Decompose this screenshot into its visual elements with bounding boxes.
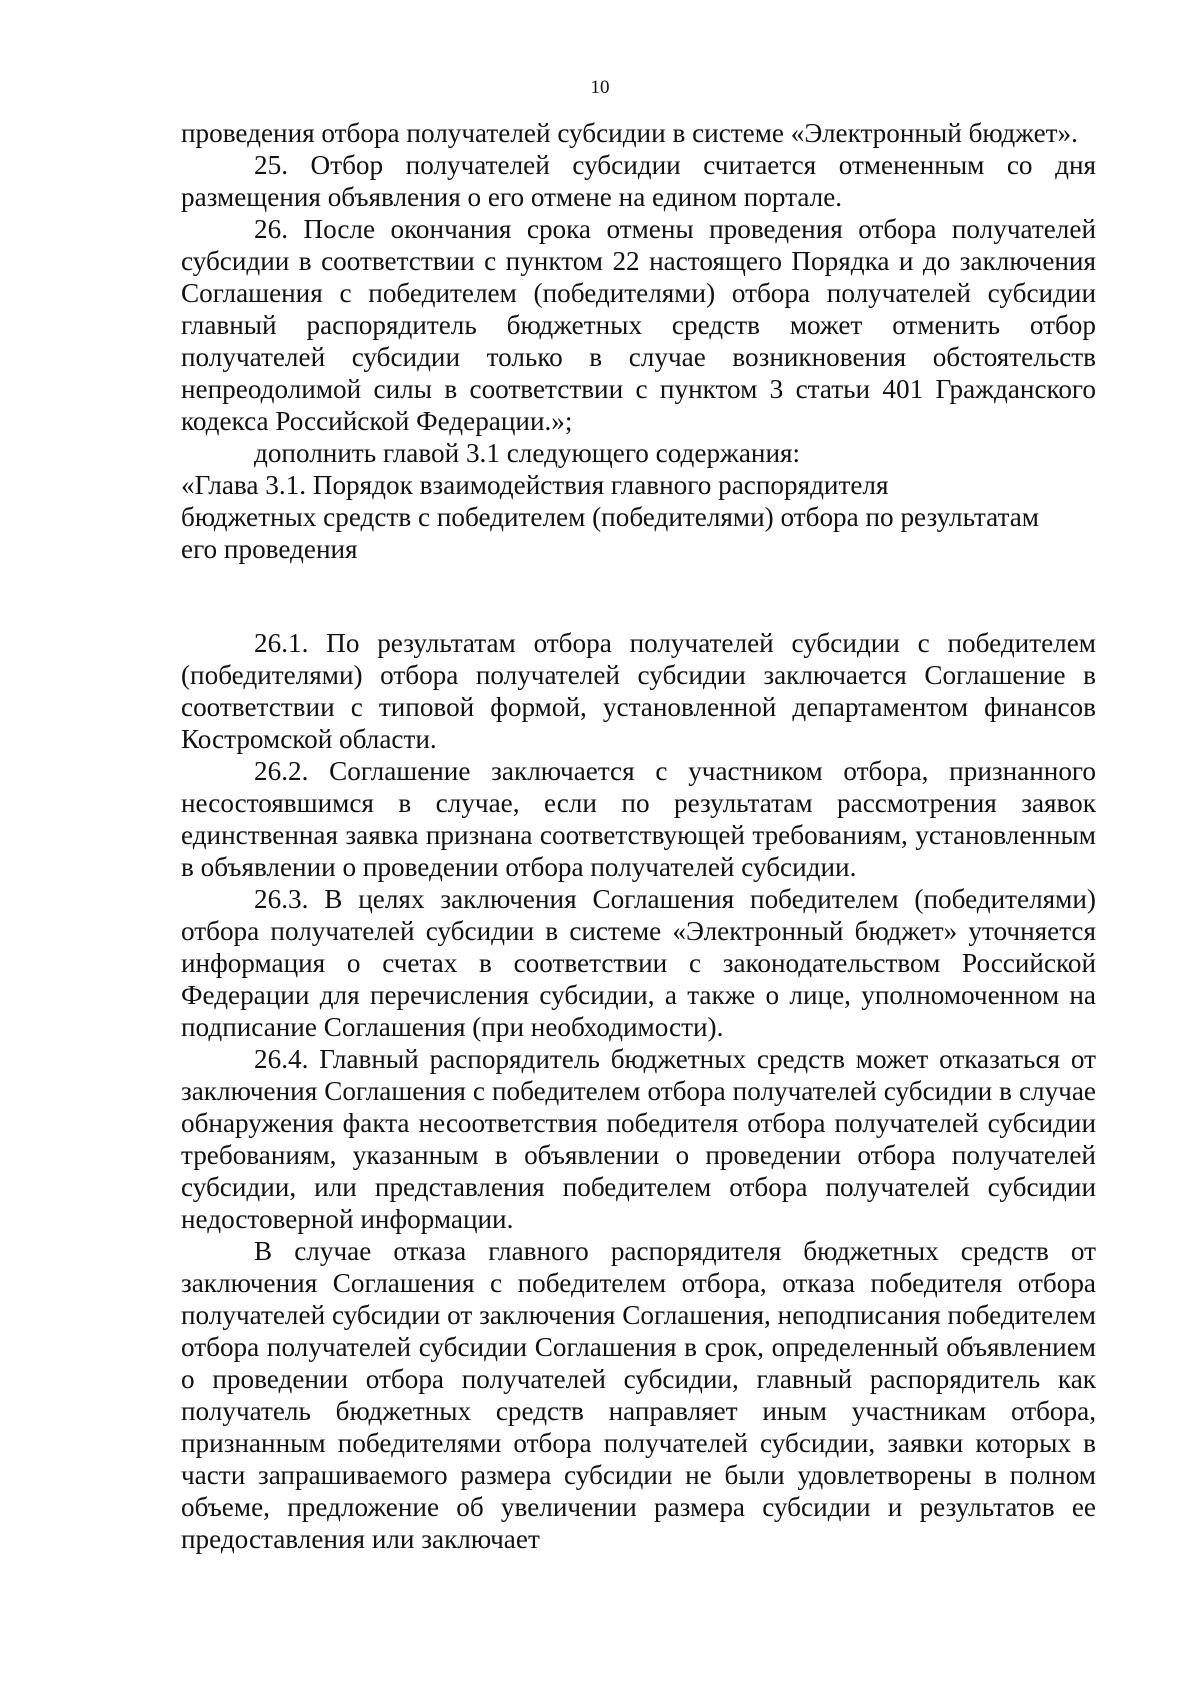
paragraph-supplement: дополнить главой 3.1 следующего содержания: (254, 438, 801, 468)
paragraph-26-2: 26.2. Соглашение заключается с участником отбора, признанного несостоявшимся в случае, если по результатам рассмотрения заявок единственная заявка признана соответствующей требованиям, установленным в объявлении о проведении отбора получателей субсидии. (181, 756, 1096, 882)
document-body (181, 117, 1096, 1555)
paragraph-continuation: проведения отбора получателей субсидии в системе «Электронный бюджет». (181, 118, 1078, 148)
chapter-heading-line-1: «Глава 3.1. Порядок взаимодействия главного распорядителя (181, 470, 889, 500)
paragraph-26-1: 26.1. По результатам отбора получателей субсидии с победителем (победителями) отбора получателей субсидии заключается Соглашение в соответствии с типовой формой, установленной департаментом финансов Костромской области. (181, 628, 1096, 754)
chapter-heading (181, 469, 1096, 565)
paragraph-refusal: В случае отказа главного распорядителя бюджетных средств от заключения Соглашения с победителем отбора, отказа победителя отбора получателей субсидии от заключения Соглашения, неподписания победителем отбора получателей субсидии Соглашения в срок, определенный объявлением о проведении отбора получателей субсидии, главный распорядитель как получатель бюджетных средств направляет иным участникам отбора, признанным победителями отбора получателей субсидии, заявки которых в части запрашиваемого размера субсидии не были удовлетворены в полном объеме, предложение об увеличении размера субсидии и результатов ее предоставления или заключает (181, 1236, 1096, 1554)
chapter-heading-line-2: бюджетных средств с победителем (победителями) отбора по результатам (181, 502, 1039, 532)
paragraph-26: 26. После окончания срока отмены проведения отбора получателей субсидии в соответствии с пунктом 22 настоящего Порядка и до заключения Соглашения с победителем (победителями) отбора получателей субсидии главный распорядитель бюджетных средств может отменить отбор получателей субсидии только в случае возникновения обстоятельств непреодолимой силы в соответствии с пунктом 3 статьи 401 Гражданского кодекса Российской Федерации.»; (181, 214, 1096, 436)
paragraph-26-4: 26.4. Главный распорядитель бюджетных средств может отказаться от заключения Соглашения с победителем отбора получателей субсидии в случае обнаружения факта несоответствия победителя отбора получателей субсидии требованиям, указанным в объявлении о проведении отбора получателей субсидии, или представления победителем отбора получателей субсидии недостоверной информации. (181, 1044, 1096, 1234)
paragraph-25: 25. Отбор получателей субсидии считается отмененным со дня размещения объявления о его отмене на едином портале. (181, 150, 1096, 212)
paragraph-26-3: 26.3. В целях заключения Соглашения победителем (победителями) отбора получателей субсидии в системе «Электронный бюджет» уточняется информация о счетах в соответствии с законодательством Российской Федерации для перечисления субсидии, а также о лице, уполномоченном на подписание Соглашения (при необходимости). (181, 884, 1096, 1042)
heading-spacer (181, 565, 1096, 627)
page-number: 10 (590, 77, 610, 98)
chapter-heading-line-3: его проведения (181, 534, 358, 564)
